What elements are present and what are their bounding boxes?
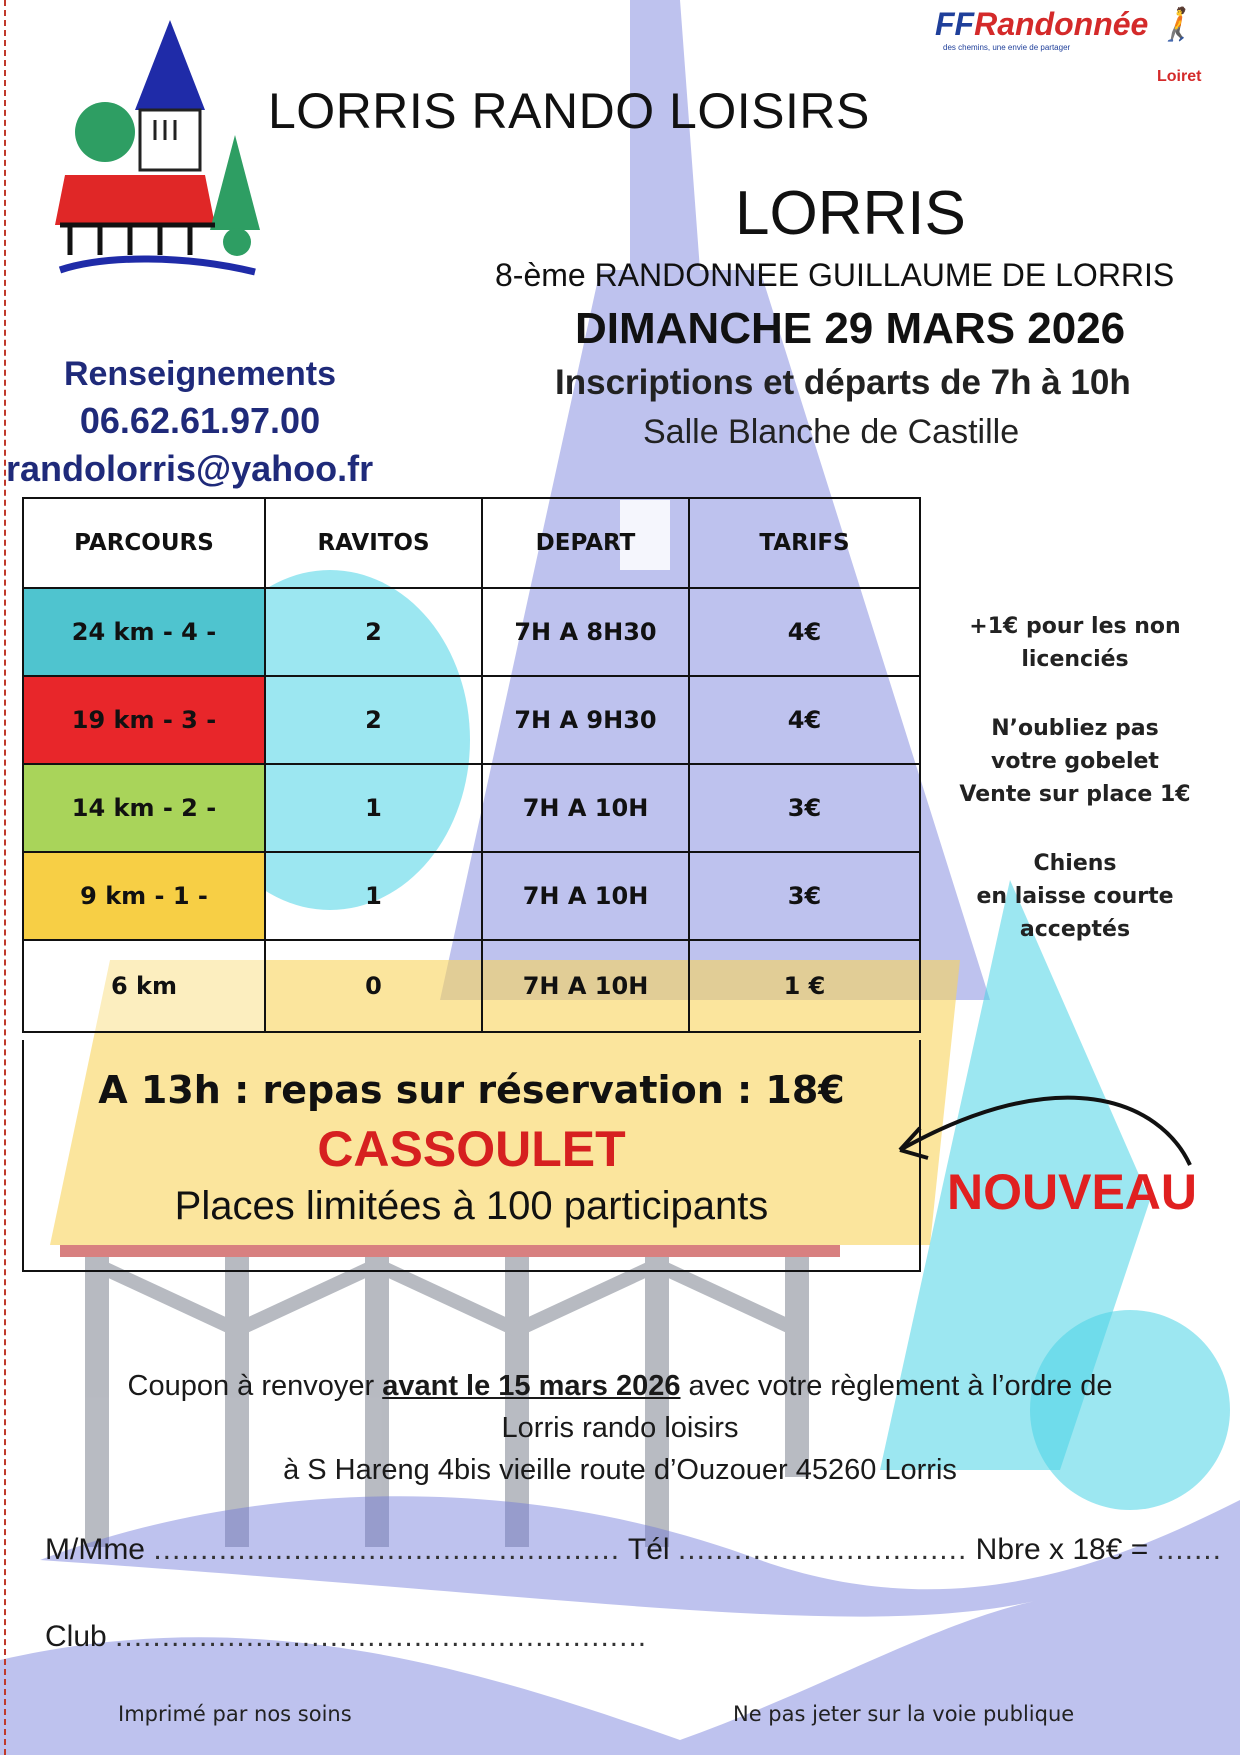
club-logo [55, 10, 265, 285]
ravitos-cell: 2 [265, 588, 482, 676]
routes-table [22, 497, 921, 1033]
depart-cell: 7H A 8H30 [482, 588, 689, 676]
tarif-cell: 1 € [689, 940, 920, 1032]
contact-email[interactable]: randolorris@yahoo.fr [6, 448, 374, 489]
meal-places: Places limitées à 100 participants [174, 1184, 769, 1228]
col-ravitos: RAVITOS [265, 498, 482, 588]
meal-info: A 13h : repas sur réservation : 18€ [98, 1068, 845, 1112]
name-field[interactable]: .................................................. [153, 1533, 621, 1566]
count-field[interactable]: ....... [1156, 1533, 1222, 1566]
depart-cell: 7H A 10H [482, 940, 689, 1032]
town-title: LORRIS [735, 179, 966, 248]
ravitos-cell: 1 [265, 764, 482, 852]
contact-info [0, 355, 400, 490]
coupon-line-2: Lorris rando loisirs [501, 1412, 739, 1445]
venue: Salle Blanche de Castille [643, 413, 1020, 451]
table-header-row [23, 498, 920, 588]
ravitos-cell: 2 [265, 676, 482, 764]
cup-note: N’oubliez pas votre gobelet Vente sur place 1€ [959, 716, 1191, 807]
event-date: DIMANCHE 29 MARS 2026 [575, 304, 1126, 353]
dogs-note: Chiens en laisse courte acceptés [976, 851, 1174, 942]
route-cell: 19 km - 3 - [23, 676, 265, 764]
depart-cell: 7H A 9H30 [482, 676, 689, 764]
contact-title: Renseignements [63, 355, 337, 393]
cut-line [4, 0, 6, 1755]
route-cell: 14 km - 2 - [23, 764, 265, 852]
tarif-cell: 3€ [689, 852, 920, 940]
footer-printed: Imprimé par nos soins [118, 1702, 352, 1726]
route-cell: 9 km - 1 - [23, 852, 265, 940]
tarif-cell: 3€ [689, 764, 920, 852]
hiker-icon: 🚶 [1157, 6, 1198, 42]
ravitos-cell: 0 [265, 940, 482, 1032]
tarif-cell: 4€ [689, 676, 920, 764]
phone-label: Tél [627, 1533, 670, 1566]
coupon-line-1: Coupon à renvoyer avant le 15 mars 2026 avec votre règlement à l’ordre de [127, 1370, 1113, 1402]
new-badge: NOUVEAU [947, 1164, 1198, 1220]
federation-tagline: des chemins, une envie de partager [943, 43, 1071, 52]
table-row [23, 940, 920, 1032]
club-title: LORRIS RANDO LOISIRS [268, 83, 870, 139]
col-depart: DEPART [482, 498, 689, 588]
meal-box [22, 1040, 921, 1272]
count-label: Nbre x 18€ = [975, 1533, 1149, 1566]
club-field[interactable]: ......................................................... [115, 1620, 648, 1653]
side-notes [940, 610, 1210, 982]
form-row-name [45, 1533, 1222, 1567]
col-tarifs: TARIFS [689, 498, 920, 588]
phone-field[interactable]: ............................... [677, 1533, 968, 1566]
col-parcours: PARCOURS [23, 498, 265, 588]
ravitos-cell: 1 [265, 852, 482, 940]
table-row [23, 764, 920, 852]
ffrandonnee-logo: FFRandonnée 🚶 des chemins, une envie de partager Loiret [935, 5, 1225, 52]
name-label: M/Mme [45, 1533, 145, 1566]
table-row [23, 676, 920, 764]
footer-notice: Ne pas jeter sur la voie publique [733, 1702, 1075, 1726]
tarif-cell: 4€ [689, 588, 920, 676]
club-label: Club [45, 1620, 107, 1653]
depart-cell: 7H A 10H [482, 764, 689, 852]
route-cell: 6 km [23, 940, 265, 1032]
license-note: +1€ pour les non licenciés [969, 614, 1181, 672]
coupon-text [0, 1365, 1240, 1491]
event-edition: 8-ème RANDONNEE GUILLAUME DE LORRIS [495, 257, 1175, 293]
depart-cell: 7H A 10H [482, 852, 689, 940]
coupon-line-3: à S Hareng 4bis vieille route d’Ouzouer 45260 Lorris [283, 1454, 957, 1487]
meal-dish: CASSOULET [317, 1121, 626, 1177]
table-row [23, 852, 920, 940]
table-row [23, 588, 920, 676]
contact-phone[interactable]: 06.62.61.97.00 [79, 400, 321, 441]
route-cell: 24 km - 4 - [23, 588, 265, 676]
federation-department: Loiret [1157, 68, 1202, 85]
form-row-club [45, 1620, 647, 1654]
registration-hours: Inscriptions et départs de 7h à 10h [555, 363, 1131, 402]
